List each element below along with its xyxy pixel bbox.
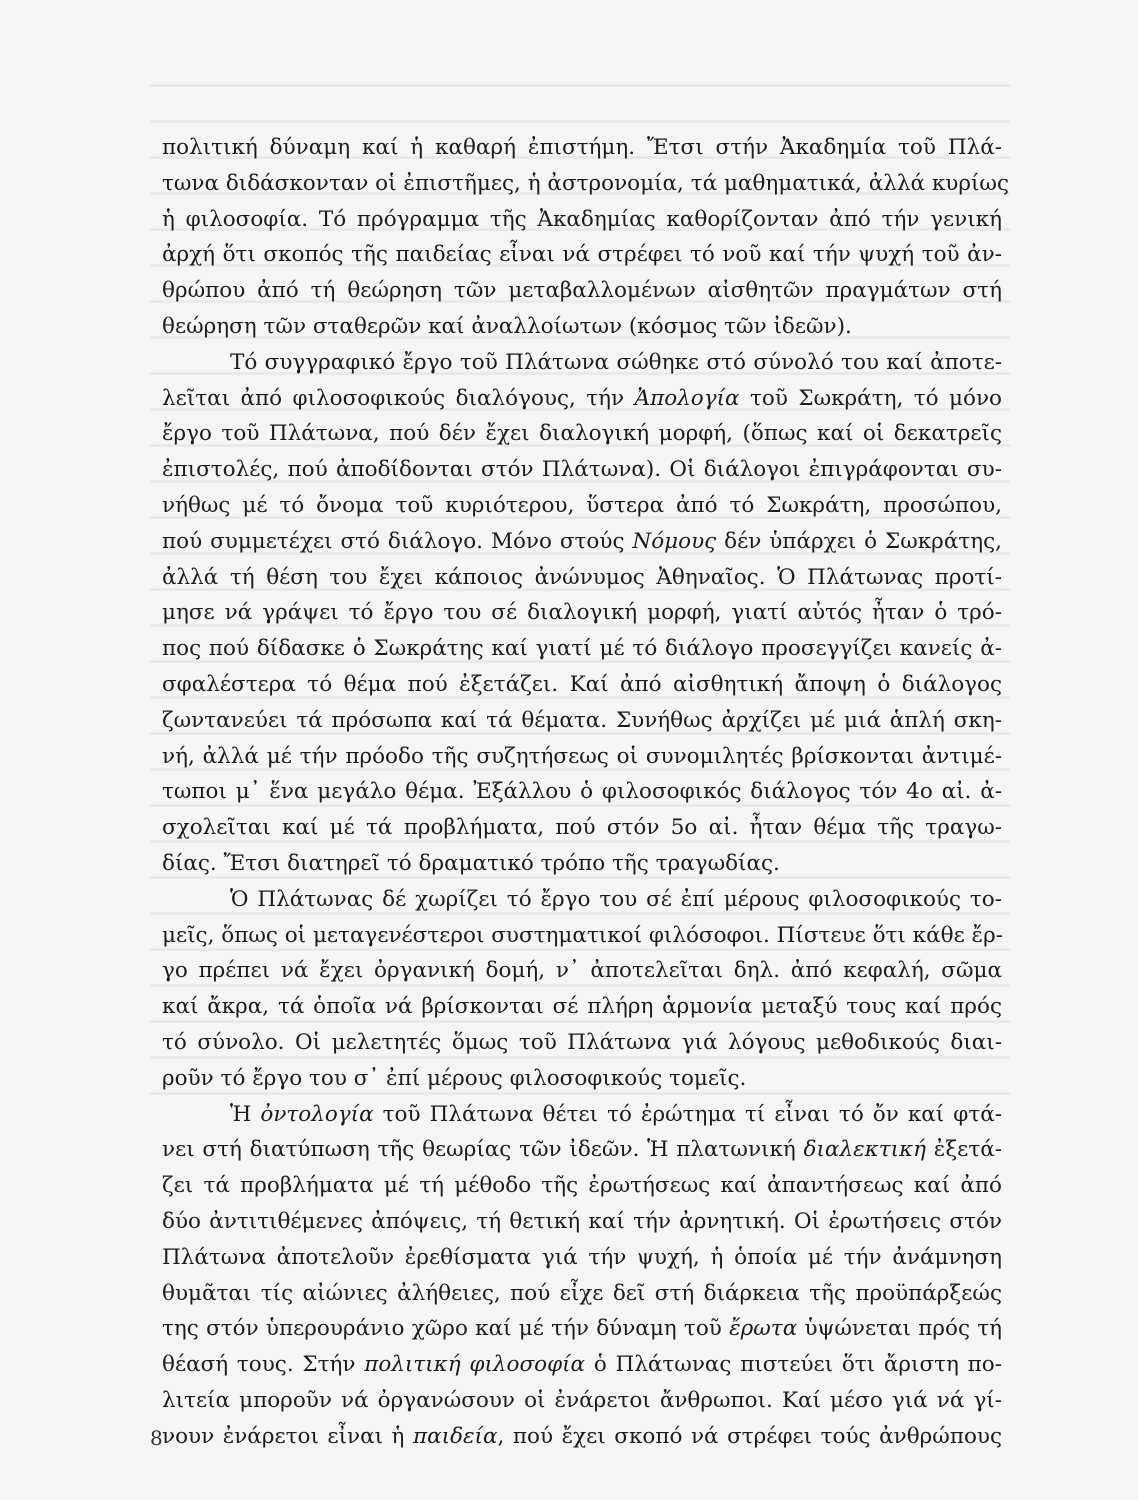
text-line	[162, 416, 1002, 452]
page-number: 8	[150, 1426, 163, 1450]
italic-term: Ἀπολογία	[634, 385, 740, 411]
text-segment: τοῦ Πλάτωνα θέτει τό ἐρώτημα τί εἶναι τό ὄν καί φτά-	[373, 1101, 1002, 1127]
text-segment: ζει τά προβλήματα μέ τή μέθοδο τῆς ἐρωτήσεως καί ἀπαντήσεως καί ἀπό	[162, 1173, 1002, 1199]
text-segment: ἡ φιλοσοφία. Τό πρόγραμμα τῆς Ἀκαδημίας καθορίζονταν ἀπό τήν γενική	[162, 206, 1002, 232]
text-segment: , πού ἔχει σκοπό νά στρέφει τούς ἀνθρώπους	[497, 1423, 1003, 1449]
text-segment: ροῦν τό ἔργο του σ᾽ ἐπί μέρους φιλοσοφικούς τομεῖς.	[162, 1065, 747, 1091]
text-segment: νει στή διατύπωση τῆς θεωρίας τῶν ἰδεῶν. Ἡ πλατωνική	[162, 1137, 804, 1163]
text-line	[162, 1168, 1002, 1204]
text-segment: τοῦ Σωκράτη, τό μόνο	[739, 385, 1002, 411]
text-line	[162, 1419, 1002, 1455]
text-line	[162, 846, 1002, 882]
text-segment: τό σύνολο. Οἱ μελετητές ὅμως τοῦ Πλάτωνα γιά λόγους μεθοδικούς διαι-	[162, 1029, 1002, 1055]
text-line	[162, 1347, 1002, 1383]
text-segment: δέν ὑπάρχει ὁ Σωκράτης,	[716, 528, 1002, 554]
text-line	[162, 345, 1002, 381]
text-segment: νουν ἐνάρετοι εἶναι ἡ	[162, 1423, 413, 1449]
text-segment: θέασή τους. Στήν	[162, 1352, 365, 1378]
text-line	[162, 631, 1002, 667]
text-line	[162, 488, 1002, 524]
text-line	[162, 130, 1002, 166]
text-segment: Ἡ	[230, 1101, 261, 1127]
text-segment: ἐξετά-	[926, 1137, 1002, 1163]
text-segment: καί ἄκρα, τά ὁποῖα νά βρίσκονται σέ πλήρη ἁρμονία μεταξύ τους καί πρός	[162, 994, 1002, 1020]
text-segment: της στόν ὑπερουράνιο χῶρο καί μέ τήν δύναμη τοῦ	[162, 1316, 730, 1342]
text-line	[162, 1311, 1002, 1347]
text-segment: ἀρχή ὅτι σκοπός τῆς παιδείας εἶναι νά στρέφει τό νοῦ καί τήν ψυχή τοῦ ἀν-	[162, 242, 1002, 268]
text-line	[162, 882, 1002, 918]
text-line	[162, 1061, 1002, 1097]
body-text	[162, 130, 1009, 1454]
text-segment: ἔργο τοῦ Πλάτωνα, πού δέν ἔχει διαλογική μορφή, (ὅπως καί οἱ δεκατρεῖς	[162, 421, 1002, 447]
text-line	[162, 1132, 1002, 1168]
text-line	[162, 381, 1002, 417]
text-segment: λεῖται ἀπό φιλοσοφικούς διαλόγους, τήν	[162, 385, 635, 411]
text-segment: θυμᾶται τίς αἰώνιες ἀλήθειες, πού εἶχε δεῖ στή διάρκεια τῆς προϋπάρξεώς	[162, 1280, 1002, 1306]
text-line	[162, 1204, 1002, 1240]
text-segment: νήθως μέ τό ὄνομα τοῦ κυριότερου, ὕστερα ἀπό τό Σωκράτη, προσώπου,	[162, 492, 1002, 518]
text-segment: μεῖς, ὅπως οἱ μεταγενέστεροι συστηματικοί φιλόσοφοι. Πίστευε ὅτι κάθε ἔρ-	[162, 922, 1003, 948]
text-line	[162, 1097, 1002, 1133]
text-line	[162, 1240, 1002, 1276]
text-segment: Ὁ Πλάτωνας δέ χωρίζει τό ἔργο του σέ ἐπί μέρους φιλοσοφικούς το-	[230, 886, 1002, 912]
text-segment: τωνα διδάσκονταν οἱ ἐπιστῆμες, ἡ ἀστρονομία, τά μαθηματικά, ἀλλά κυρίως	[162, 170, 1009, 196]
italic-term: παιδεία	[413, 1423, 498, 1449]
text-segment: πολιτική δύναμη καί ἡ καθαρή ἐπιστήμη. Ἔτσι στήν Ἀκαδημία τοῦ Πλά-	[162, 135, 1002, 160]
text-segment: γο πρέπει νά ἔχει ὀργανική δομή, ν᾽ ἀποτελεῖται δηλ. ἀπό κεφαλή, σῶμα	[162, 958, 1002, 984]
text-line	[162, 452, 1002, 488]
text-line	[162, 595, 1002, 631]
text-segment: δύο ἀντιτιθέμενες ἀπόψεις, τή θετική καί τήν ἀρνητική. Οἱ ἐρωτήσεις στόν	[162, 1208, 1002, 1234]
italic-term: ἔρωτα	[729, 1316, 798, 1342]
italic-term: πολιτική φιλοσοφία	[364, 1352, 586, 1378]
text-segment: δίας. Ἔτσι διατηρεῖ τό δραματικό τρόπο τῆς τραγωδίας.	[162, 850, 780, 876]
text-line	[162, 774, 1002, 810]
text-line	[162, 667, 1002, 703]
text-segment: Τό συγγραφικό ἔργο τοῦ Πλάτωνα σώθηκε στό σύνολό του καί ἀποτε-	[230, 349, 1002, 375]
text-segment: ἐπιστολές, πού ἀποδίδονται στόν Πλάτωνα). Οἱ διάλογοι ἐπιγράφονται συ-	[162, 457, 1002, 483]
text-line	[162, 237, 1002, 273]
text-segment: ὑψώνεται πρός τή	[797, 1316, 1003, 1342]
italic-term: διαλεκτική	[803, 1137, 927, 1163]
text-line	[162, 739, 1002, 775]
text-segment: πού συμμετέχει στό διάλογο. Μόνο στούς	[162, 528, 633, 554]
text-line	[162, 703, 1002, 739]
text-segment: μησε νά γράψει τό ἔργο του σέ διαλογική μορφή, γιατί αὐτός ἦταν ὁ τρό-	[162, 600, 1002, 626]
text-segment: πος πού δίδασκε ὁ Σωκράτης καί γιατί μέ τό διάλογο προσεγγίζει κανείς ἀ-	[162, 636, 1002, 662]
text-line	[162, 1276, 1002, 1312]
text-segment: τωποι μ᾽ ἕνα μεγάλο θέμα. Ἐξάλλου ὁ φιλοσοφικός διάλογος τόν 4ο αἰ. ἀ-	[162, 779, 1002, 805]
text-line	[162, 166, 1009, 202]
text-segment: Πλάτωνα ἀποτελοῦν ἐρεθίσματα γιά τήν ψυχή, ἡ ὁποία μέ τήν ἀνάμνηση	[162, 1244, 1002, 1270]
text-line	[162, 810, 1002, 846]
text-segment: ἀλλά τή θέση του ἔχει κάποιος ἀνώνυμος Ἀθηναῖος. Ὁ Πλάτωνας προτί-	[162, 564, 1002, 590]
text-line	[162, 918, 1002, 954]
text-line	[162, 309, 1002, 345]
italic-term: ὀντολογία	[260, 1101, 374, 1127]
text-segment: ὁ Πλάτωνας πιστεύει ὅτι ἄριστη πο-	[585, 1352, 1002, 1378]
text-line	[162, 989, 1002, 1025]
text-segment: θεώρηση τῶν σταθερῶν καί ἀναλλοίωτων (κόσμος τῶν ἰδεῶν).	[162, 313, 852, 339]
text-line	[162, 1025, 1002, 1061]
text-segment: λιτεία μποροῦν νά ὀργανώσουν οἱ ἐνάρετοι ἄνθρωποι. Καί μέσο γιά νά γί-	[162, 1387, 1002, 1413]
text-segment: σχολεῖται καί μέ τά προβλήματα, πού στόν 5ο αἰ. ἦταν θέμα τῆς τραγω-	[162, 815, 1002, 841]
text-line	[162, 524, 1002, 560]
text-line	[162, 202, 1002, 238]
text-line	[162, 953, 1002, 989]
text-line	[162, 273, 1002, 309]
text-segment: νή, ἀλλά μέ τήν πρόοδο τῆς συζητήσεως οἱ συνομιλητές βρίσκονται ἀντιμέ-	[162, 743, 1002, 769]
text-line	[162, 1383, 1002, 1419]
text-line	[162, 560, 1002, 596]
italic-term: Νόμους	[632, 528, 717, 554]
text-segment: σφαλέστερα τό θέμα πού ἐξετάζει. Καί ἀπό αἰσθητική ἄποψη ὁ διάλογος	[162, 671, 1002, 697]
text-segment: ζωντανεύει τά πρόσωπα καί τά θέματα. Συνήθως ἀρχίζει μέ μιά ἁπλή σκη-	[162, 707, 1002, 733]
text-segment: θρώπου ἀπό τή θεώρηση τῶν μεταβαλλομένων αἰσθητῶν πραγμάτων στή	[162, 278, 1002, 304]
